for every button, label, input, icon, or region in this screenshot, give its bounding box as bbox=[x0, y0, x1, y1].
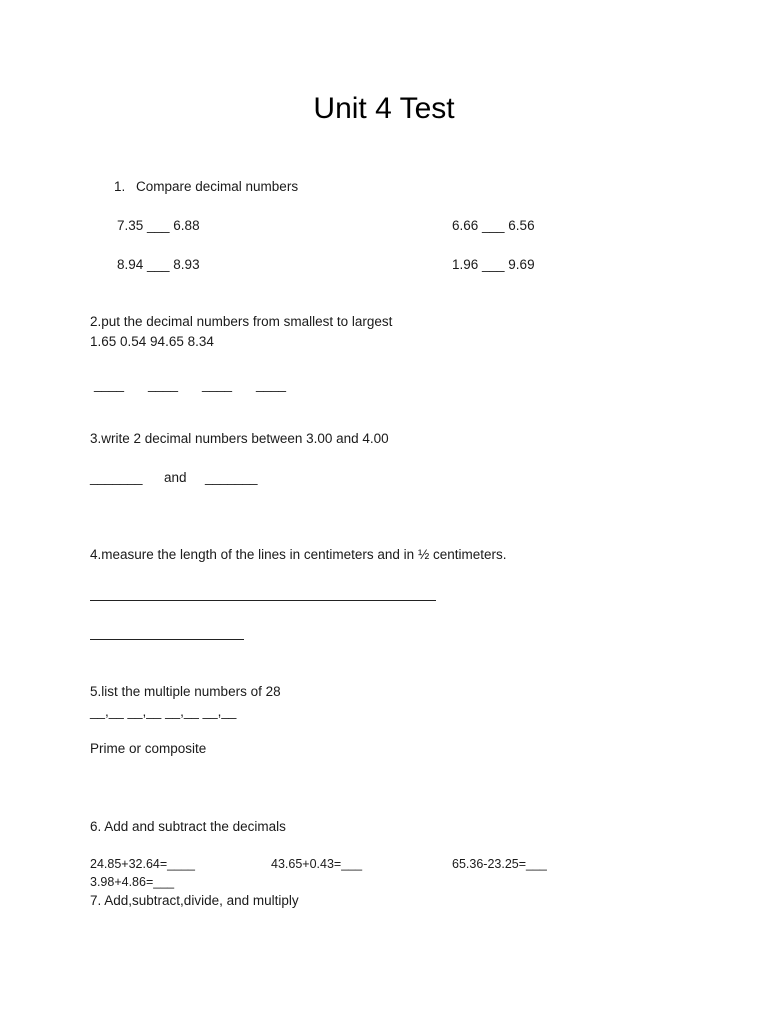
q2-blank-1[interactable]: ____ bbox=[94, 377, 125, 392]
q3-prompt: 3.write 2 decimal numbers between 3.00 and 4.00 bbox=[90, 431, 389, 446]
q6-problem-2: 43.65+0.43=___ bbox=[271, 857, 363, 871]
q3-and-label: and bbox=[164, 470, 187, 485]
q4-measure-line-long bbox=[90, 600, 436, 601]
q3-blank-right[interactable]: _______ bbox=[205, 470, 258, 485]
q1-prompt: Compare decimal numbers bbox=[136, 179, 299, 194]
q3-blank-left[interactable]: _______ bbox=[90, 470, 143, 485]
q7-prompt: 7. Add,subtract,divide, and multiply bbox=[90, 893, 299, 908]
q5-blanks[interactable]: __,__ __,__ __,__ __,__ bbox=[90, 704, 237, 719]
q1-row1-left: 7.35 ___ 6.88 bbox=[117, 218, 200, 233]
q6-prompt: 6. Add and subtract the decimals bbox=[90, 819, 286, 834]
q5-prompt: 5.list the multiple numbers of 28 bbox=[90, 684, 281, 699]
q4-measure-line-short bbox=[90, 639, 244, 640]
q2-prompt: 2.put the decimal numbers from smallest to largest bbox=[90, 314, 393, 329]
q2-numbers: 1.65 0.54 94.65 8.34 bbox=[90, 334, 214, 349]
q1-row2-left: 8.94 ___ 8.93 bbox=[117, 257, 200, 272]
q6-problem-4: 3.98+4.86=___ bbox=[90, 875, 175, 889]
q2-blank-2[interactable]: ____ bbox=[148, 377, 179, 392]
page-title: Unit 4 Test bbox=[313, 92, 455, 125]
q1-number: 1. bbox=[114, 179, 126, 194]
q6-problem-3: 65.36-23.25=___ bbox=[452, 857, 547, 871]
q2-blank-3[interactable]: ____ bbox=[202, 377, 233, 392]
q1-row1-right: 6.66 ___ 6.56 bbox=[452, 218, 535, 233]
q2-blank-4[interactable]: ____ bbox=[256, 377, 287, 392]
q1-row2-right: 1.96 ___ 9.69 bbox=[452, 257, 535, 272]
q4-prompt: 4.measure the length of the lines in centimeters and in ½ centimeters. bbox=[90, 547, 507, 562]
q6-problem-1: 24.85+32.64=____ bbox=[90, 857, 195, 871]
q5-prime-label: Prime or composite bbox=[90, 741, 207, 756]
